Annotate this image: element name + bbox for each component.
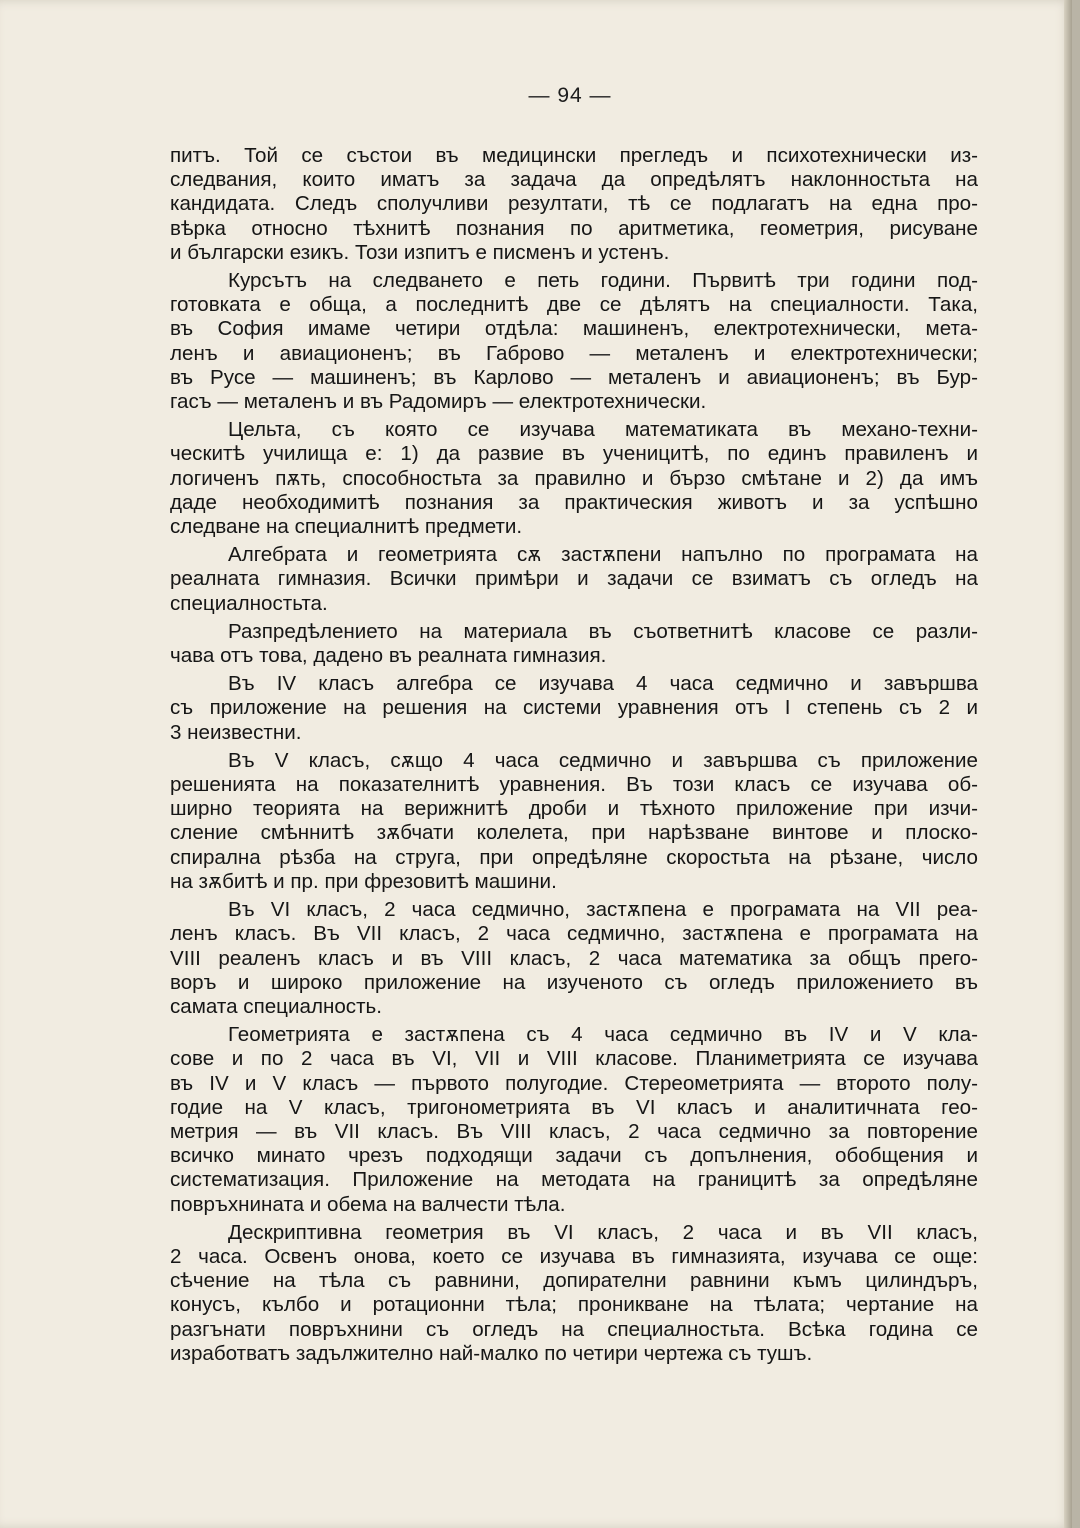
paragraph — [170, 418, 978, 539]
text-line: въ София имаме четири отдѣла: машиненъ, електротехнически, мета- — [170, 317, 978, 341]
text-line: вѣрка относно тѣхнитѣ познания по аритметика, геометрия, рисуване — [170, 216, 978, 240]
text-line: Цельта, съ която се изучава математиката въ механо-техни- — [228, 418, 978, 442]
text-line: въ IV и V класъ — първото полугодие. Стереометрията — второто полу- — [170, 1071, 978, 1095]
text-line: сление смѣннитѣ зѫбчати колелета, при нарѣзване винтове и плоско- — [170, 821, 978, 845]
text-line: ческитѣ училища е: 1) да развие въ ученицитѣ, по единъ правиленъ и — [170, 442, 978, 466]
text-line: Въ IV класъ алгебра се изучава 4 часа седмично и завършва — [228, 672, 978, 696]
paragraph — [170, 749, 978, 894]
text-line: чава отъ това, дадено въ реалната гимназия. — [170, 644, 607, 668]
text-line: логиченъ пѫть, способностьта за правилно и бързо смѣтане и 2) да имъ — [170, 466, 978, 490]
text-line: систематизация. Приложение на методата на границитѣ за опредѣляне — [170, 1168, 978, 1192]
text-line: готовката е обща, а последнитѣ две се дѣлятъ на специалности. Така, — [170, 293, 978, 317]
text-line: Въ V класъ, сѫщо 4 часа седмично и завършва съ приложение — [228, 748, 978, 772]
text-line: реалната гимназия. Всички примѣри и задачи се взиматъ съ огледъ на — [170, 567, 978, 591]
page-edge — [1064, 0, 1072, 1528]
paragraph — [170, 672, 978, 745]
text-line: даде необходимитѣ познания за практическия животъ и за успѣшно — [170, 490, 978, 514]
text-line: 2 часа. Освенъ онова, което се изучава въ гимназията, изучава се още: — [170, 1244, 978, 1268]
text-line: ширно теорията на верижнитѣ дроби и тѣхното приложение при изчи- — [170, 797, 978, 821]
paragraph — [170, 543, 978, 616]
text-line: и български езикъ. Този изпитъ е писменъ и устенъ. — [170, 240, 670, 264]
text-line: годие на V класъ, тригонометрията въ VI класъ и аналитичната гео- — [170, 1095, 978, 1119]
text-line: Разпредѣлението на материала въ съответнитѣ класове се разли- — [228, 619, 978, 643]
text-line: воръ и широко приложение на изученото съ огледъ приложението въ — [170, 970, 978, 994]
text-line: ленъ и авиационенъ; въ Габрово — металенъ и електротехнически; — [170, 341, 978, 365]
text-line: ленъ класъ. Въ VII класъ, 2 часа седмично, застѫпена е програмата на — [170, 922, 978, 946]
paragraph — [170, 144, 978, 265]
text-line: на зѫбитѣ и пр. при фрезовитѣ машини. — [170, 869, 557, 893]
text-line: повръхнината и обема на валчести тѣла. — [170, 1192, 566, 1216]
text-line: Въ VI класъ, 2 часа седмично, застѫпена е програмата на VII реа- — [228, 898, 978, 922]
text-line: въ Русе — машиненъ; въ Карлово — металенъ и авиационенъ; въ Бур- — [170, 365, 978, 389]
text-line: кандидата. Следъ сполучливи резултати, тѣ се подлагатъ на една про- — [170, 192, 978, 216]
text-line: Алгебрата и геометрията сѫ застѫпени напълно по програмата на — [228, 543, 978, 567]
text-line: изработватъ задължително най-малко по четири чертежа съ тушъ. — [170, 1341, 813, 1365]
text-line: Геометрията е застѫпена съ 4 часа седмично въ IV и V кла- — [228, 1023, 978, 1047]
text-line: съ приложение на решения на системи уравнения отъ I степень съ 2 и — [170, 696, 978, 720]
text-line: сѣчение на тѣла съ равнини, допирателни равнини къмъ цилиндъръ, — [170, 1269, 978, 1293]
text-line: сове и по 2 часа въ VI, VII и VIII класове. Планиметрията се изучава — [170, 1047, 978, 1071]
paragraph — [170, 1221, 978, 1366]
text-line: VIII реаленъ класъ и въ VIII класъ, 2 часа математика за общъ прего- — [170, 946, 978, 970]
text-line: конусъ, кълбо и ротационни тѣла; проникване на тѣлата; чертание на — [170, 1293, 978, 1317]
paragraph — [170, 269, 978, 414]
text-line: всичко минато чрезъ подходящи задачи съ допълнения, обобщения и — [170, 1144, 978, 1168]
text-line: Курсътъ на следването е петь години. Първитѣ три години под- — [228, 269, 978, 293]
page-number: — 94 — — [528, 84, 612, 107]
text-line: решенията на показателнитѣ уравнения. Въ този класъ се изучава об- — [170, 773, 978, 797]
text-line: метрия — въ VII класъ. Въ VIII класъ, 2 часа седмично за повторение — [170, 1119, 978, 1143]
text-line: разгънати повръхнини съ огледъ на специалностьта. Всѣка година се — [170, 1317, 978, 1341]
text-line: 3 неизвестни. — [170, 720, 302, 744]
text-line: питъ. Той се състои въ медицински прегледъ и психотехнически из- — [170, 144, 978, 167]
paragraph — [170, 1023, 978, 1217]
text-line: самата специалность. — [170, 994, 382, 1018]
text-line: спирална рѣзба на струга, при опредѣляне скоростьта на рѣзане, число — [170, 845, 978, 869]
text-line: следване на специалнитѣ предмети. — [170, 515, 523, 539]
text-line: следвания, които иматъ за задача да опредѣлятъ наклонностьта на — [170, 168, 978, 192]
text-line: гасъ — металенъ и въ Радомиръ — електротехнически. — [170, 390, 707, 414]
paragraph — [170, 620, 978, 668]
body-text — [170, 144, 978, 1370]
text-line: специалностьта. — [170, 591, 328, 615]
text-line: Дескриптивна геометрия въ VI класъ, 2 часа и въ VII класъ, — [228, 1220, 978, 1244]
paragraph — [170, 898, 978, 1019]
